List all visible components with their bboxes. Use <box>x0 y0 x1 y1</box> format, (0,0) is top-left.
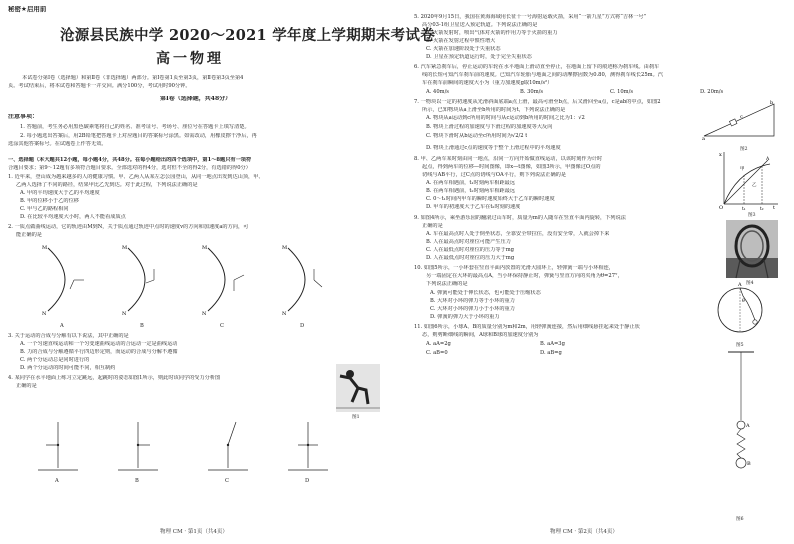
note-line: 1. 答题前，考生务必用黑色碳素笔将自己的姓名、准考证号、考场号、座位号在答题卡上填写清楚。 <box>20 124 250 130</box>
q7-option: D. 物块上滑通过c点的速度等于整个上滑过程中的平均速度 <box>426 145 561 151</box>
svg-text:t: t <box>773 205 776 211</box>
section1-line: 合题目要求；第9～12题有多项符合题目要求。全部选对的得4分，选对但不全的得2分，有选错的得0分） <box>8 165 251 171</box>
q2-diagram-a <box>40 243 90 318</box>
q10-line: 另一端固定在大环的最高点A，当小环保持静止时，弹簧与竖直方向的夹角为θ=27°， <box>426 273 623 279</box>
figure-5-label: 图5 <box>736 343 744 348</box>
q8-option: C. 0～t₁时间内甲车的瞬时速度始终大于乙车的瞬时速度 <box>426 196 555 202</box>
q3-option: C. 两个分运动总是同时进行的 <box>20 357 90 363</box>
q2-option-a: A <box>60 323 64 329</box>
q2-line: 2. 一质点做曲线运动，它的轨迹由M到N，关于质点通过轨迹中点时的速度v的方向和加速度a的方向，可 <box>8 224 249 230</box>
q1-line: 1. 近年来，登山成为越来越多的人的健康习惯。甲、乙两人从某左怎公园登山，从同一地点出发到达山顶，甲、 <box>8 174 264 180</box>
q6-line: 车在刹车前瞬间的速度大小为（重力加速度g取10m/s²） <box>422 80 553 86</box>
svg-text:M: M <box>42 245 48 251</box>
svg-text:b: b <box>770 100 774 106</box>
q11-option: A. aA=2g <box>426 341 451 347</box>
q9-line: 正确的是 <box>422 223 443 229</box>
notes-title: 注意事项： <box>8 114 39 120</box>
svg-text:甲: 甲 <box>740 167 745 172</box>
q11-line: 11. 如图6所示，小球A、B的质量分别为m和2m，用轻弹簧连接，然后用细线悬挂起来处于静止状 <box>414 324 640 330</box>
q4-line: 4. 某同学在水平地面上练习立定跳远，起跳时的姿态如图1所示，则此时该同学的受力分析图 <box>8 375 221 381</box>
secret-label: 秘密★启用前 <box>8 6 47 13</box>
svg-text:M: M <box>122 245 128 251</box>
q4-diagram-a <box>38 420 78 475</box>
svg-text:θ: θ <box>742 299 745 304</box>
q5-line: 高分03-1组卫星送入预定轨道。下列说法正确的是 <box>422 22 538 28</box>
q9-option: B. 人在最高点时对座位可能产生压力 <box>426 239 511 245</box>
q10-option: A. 弹簧可能处于伸长状态，也可能处于压缩状态 <box>430 290 541 296</box>
svg-text:M: M <box>282 245 288 251</box>
figure-6-label: 图6 <box>736 517 744 522</box>
q4-option-b: B <box>135 478 139 484</box>
q8-option: B. 在两车相遇前，t₂时刻两车相距最远 <box>426 188 516 194</box>
q10-line: 10. 如图5所示，一小环套在竖直平面内放置的光滑大圆环上，轻弹簧一端与小环相连， <box>414 265 614 271</box>
q6-line: 6. 汽车紧急刹车后，停止运动的车轮在水平地面上滑动直至停止，在地面上留下的痕迹称为刹车线。由刹车 <box>414 64 660 70</box>
q7-line: 所示，已知物块从a上滑至b所用的时间为t，下列说法正确的是 <box>422 107 566 113</box>
note-line: 选涂其他答案标号。在试题卷上作答无效。 <box>8 141 107 147</box>
svg-text:B: B <box>747 461 751 467</box>
right-page <box>400 0 794 544</box>
q8-line: 起点，得到两车的位移—时间图像，即x—t图像，如图3所示，甲图像过O点的 <box>422 164 601 170</box>
q1-option: D. 在比较平均速度大小时，两人不能看成质点 <box>20 214 126 220</box>
q7-option: B. 物块上滑过程的加速度与下滑过程的加速度等大反向 <box>426 124 553 130</box>
q3-option: A. 一个匀速直线运动和一个匀变速曲线运动的合运动一定是曲线运动 <box>20 341 178 347</box>
svg-text:M: M <box>202 245 208 251</box>
q7-option: C. 物块下滑时从b运动至c所用时间为√2/2 t <box>426 133 528 139</box>
figure-1-photo <box>336 364 380 412</box>
q8-option: D. 甲车的初速度大于乙车在t₂时刻的速度 <box>426 204 521 210</box>
svg-text:A: A <box>738 282 742 288</box>
q6-option: A. 40m/s <box>426 89 449 95</box>
q9-option: A. 车在最高点时人处于倒坐状态，全靠安全带拉住，没有安全带，人就会掉下来 <box>426 231 610 237</box>
q7-line: 7. 一物块以一定的初速度从光滑斜面底端a点上滑，最高可滑至b点，后又滑回至a点，c是ab的中点，如图2 <box>414 99 661 105</box>
q10-option: B. 大环对小环的弹力等于小环的重力 <box>430 298 515 304</box>
figure-2-label: 图2 <box>740 147 748 152</box>
q2-line: 能正确的是 <box>16 232 42 238</box>
section1-line: 一、选择题（本大题共12小题，每小题4分，共48分。在每小题给出的四个选项中，第1～8题只有一项符 <box>8 157 252 163</box>
q1-option: A. 甲的平均速度大于乙的平均速度 <box>20 190 100 196</box>
figure-4-label: 图4 <box>746 281 754 286</box>
q1-line: 乙两人选择了不同的路径，结果甲比乙先到达。对于此过程，下列说法正确的是 <box>16 182 198 188</box>
q8-line: 切线与AB平行，过C点的切线与OA平行，则下列说法正确的是 <box>422 172 567 178</box>
q8-option: A. 在两车相遇前，t₁时刻两车相距最远 <box>426 180 516 186</box>
q1-option: B. 甲的位移小于乙的位移 <box>20 198 79 204</box>
svg-text:A: A <box>766 157 770 162</box>
q11-option: B. aA=3g <box>540 341 565 347</box>
q6-option: D. 20m/s <box>700 89 724 95</box>
q7-option: A. 物块从a运动到c所用的时间与从c运动到b所用的时间之比为1：√2 <box>426 115 585 121</box>
q4-option-a: A <box>55 478 59 484</box>
q8-line: 8. 甲、乙两车某时刻由同一地点，沿同一方向开始做直线运动，以该时刻作为计时 <box>414 156 603 162</box>
q4-option-d: D <box>305 478 310 484</box>
svg-text:N: N <box>282 311 287 317</box>
q5-option: C. 火箭在加速阶段处于失重状态 <box>426 46 501 52</box>
q3-option: B. 力的合成与分解遵循平行四边形定则，而运动的合成与分解不遵循 <box>20 349 178 355</box>
svg-text:t₂: t₂ <box>760 207 764 212</box>
q4-diagram-d <box>288 420 328 475</box>
intro-line: 本试卷分第Ⅰ卷（选择题）和第Ⅱ卷（非选择题）两部分。第Ⅰ卷第1页至第3页，第Ⅱ卷第3页至第4 <box>22 75 244 81</box>
q9-line: 9. 如图4所示，乘坐游乐园的翻滚过山车时，质量为m的人随车在竖直平面内旋转，下列说法 <box>414 215 626 221</box>
q3-line: 3. 关于运动的合成与分解有以下说法，其中正确的是 <box>8 333 129 339</box>
svg-text:N: N <box>42 311 47 317</box>
q9-option: D. 人在最低点时对座位的压力大于mg <box>426 255 515 261</box>
q6-option: B. 30m/s <box>520 89 544 95</box>
q4-diagram-c <box>208 420 248 475</box>
q2-option-d: D <box>300 323 305 329</box>
intro-line: 页。考试结束后，将本试卷和答题卡一并交回。满分100分，考试用时90分钟。 <box>8 83 191 89</box>
exam-title: 沧源县民族中学 2020～2021 学年度上学期期末考试卷 <box>60 27 436 44</box>
q9-option: C. 人在最低点时对座位的压力等于mg <box>426 247 514 253</box>
q4-option-c: C <box>225 478 229 484</box>
footer-left: 物理 CM · 第1页（共4页） <box>160 529 228 535</box>
svg-text:N: N <box>202 311 207 317</box>
q5-option: B. 火箭在发射过程中惯性增大 <box>426 38 496 44</box>
figure-5-ring <box>710 282 770 340</box>
figure-3-xt-graph <box>718 150 780 210</box>
note-line: 2. 每小题选出答案后，用2B铅笔把答题卡上对应题目的答案标号涂黑。如需改动，用橡皮擦干净后，再 <box>20 133 257 139</box>
q5-option: A. 火箭发射时，喷出气体对火箭的作用力等于火箭的重力 <box>426 30 558 36</box>
figure-2-incline <box>700 100 780 142</box>
q11-line: 态，则剪断细线的瞬间，A球和B球的加速度分别为 <box>422 332 539 338</box>
q6-line: 线的长短可知汽车刹车前的速度。已知汽车轮胎与地面之间的动摩擦因数为0.80，测得刹车线长25m。汽 <box>422 72 663 78</box>
figure-3-label: 图3 <box>748 213 756 218</box>
part1-title: 第Ⅰ卷（选择题，共48分） <box>160 96 232 102</box>
q2-option-b: B <box>140 323 144 329</box>
q3-option: D. 两个分运动的时间可能不同，相互制约 <box>20 365 116 371</box>
svg-text:O: O <box>719 205 724 211</box>
q10-line: 下列说法正确的是 <box>426 281 468 287</box>
q5-line: 5. 2020年9月15日，我国在黄海海域用长征十一号海射运载火箭，采用“一箭九星”方式将“吉林一号” <box>414 14 647 20</box>
figure-4-rollercoaster-photo <box>726 220 778 278</box>
q2-option-c: C <box>220 323 224 329</box>
svg-text:a: a <box>702 136 705 142</box>
exam-subtitle: 高一物理 <box>156 51 224 67</box>
q10-option: D. 弹簧的弹力大于小环的重力 <box>430 314 500 320</box>
q2-diagram-d <box>280 243 330 318</box>
q2-diagram-b <box>120 243 170 318</box>
svg-text:A: A <box>746 423 750 429</box>
svg-text:t₁: t₁ <box>742 207 746 212</box>
q4-diagram-b <box>118 420 158 475</box>
q10-option: C. 大环对小环的弹力小于小环的重力 <box>430 306 515 312</box>
q6-option: C. 10m/s <box>610 89 634 95</box>
q4-line: 正确的是 <box>16 383 37 389</box>
svg-text:乙: 乙 <box>752 183 757 188</box>
svg-text:x: x <box>719 152 722 158</box>
figure-6-hanging-balls <box>726 350 756 515</box>
figure-1-label: 图1 <box>352 415 360 420</box>
q1-option: C. 甲与乙的路程相同 <box>20 206 69 212</box>
svg-text:N: N <box>122 311 127 317</box>
footer-right: 物理 CM · 第2页（共4页） <box>550 529 618 535</box>
svg-text:c: c <box>740 114 743 120</box>
q11-option: D. aB=g <box>540 350 562 356</box>
q11-option: C. aB=0 <box>426 350 448 356</box>
q2-diagram-c <box>200 243 250 318</box>
q5-option: D. 卫星在预定轨道运行时，处于完全失重状态 <box>426 54 532 60</box>
